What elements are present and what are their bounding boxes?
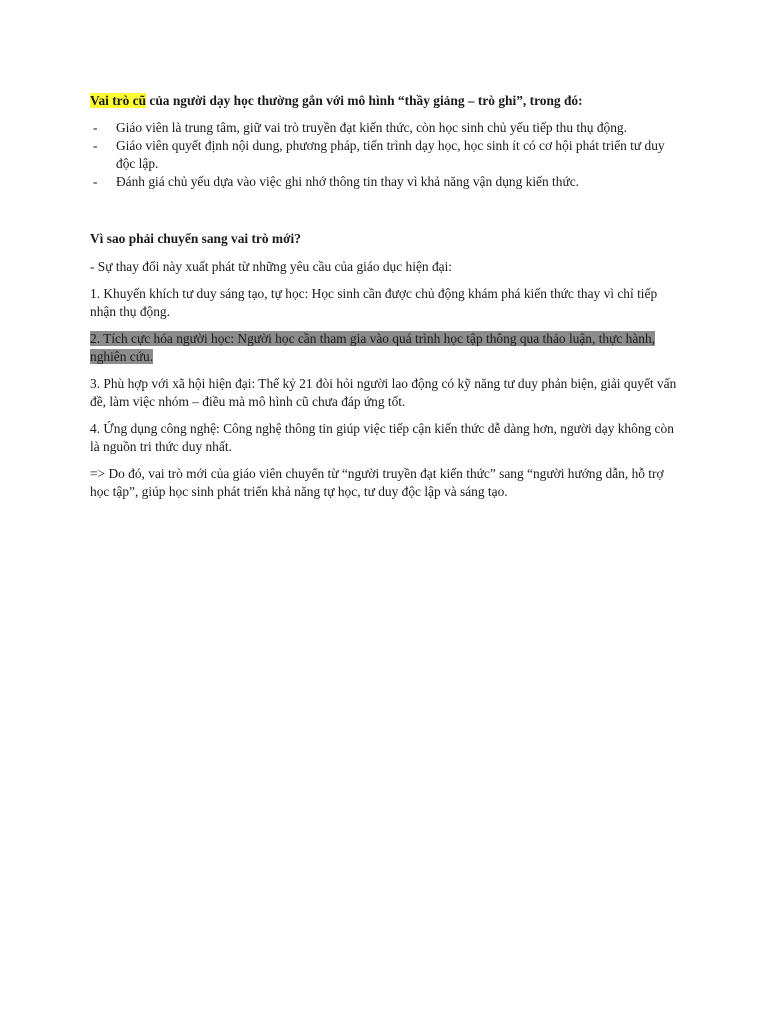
list-item-text: Đánh giá chủ yếu dựa vào việc ghi nhớ thông tin thay vì khả năng vận dụng kiến thức. (116, 174, 580, 189)
bullet-dash: - (93, 174, 98, 189)
point-paragraph: 3. Phù hợp với xã hội hiện đại: Thế kỷ 21 đòi hỏi người lao động có kỹ năng tư duy phản biện, giải quyết vấn đề, làm việc nhóm – điều mà mô hình cũ chưa đáp ứng tốt. (90, 376, 677, 409)
section2-intro: - Sự thay đổi này xuất phát từ những yêu cầu của giáo dục hiện đại: (90, 259, 453, 274)
document-body (90, 92, 680, 501)
point-paragraph-highlighted (90, 330, 680, 366)
gray-highlight: 2. Tích cực hóa người học: Người học cần tham gia vào quá trình học tập thông qua thảo luận, thực hành, nghiên cứu. (90, 331, 656, 364)
section1-heading (90, 92, 680, 110)
heading-highlight: Vai trò cũ (90, 93, 147, 108)
list-item-text: Giáo viên quyết định nội dung, phương pháp, tiến trình dạy học, học sinh ít có cơ hội phát triển tư duy độc lập. (116, 138, 665, 171)
heading-text: của người dạy học thường gắn với mô hình “thầy giảng – trò ghi”, trong đó: (146, 93, 583, 108)
section2 (90, 230, 680, 501)
list-item (90, 137, 680, 173)
section2-heading: Vì sao phải chuyển sang vai trò mới? (90, 231, 301, 246)
point-paragraph: 4. Ứng dụng công nghệ: Công nghệ thông tin giúp việc tiếp cận kiến thức dễ dàng hơn, người dạy không còn là nguồn tri thức duy nhất. (90, 421, 674, 454)
list-item (90, 119, 680, 137)
old-role-list (90, 119, 680, 191)
list-item-text: Giáo viên là trung tâm, giữ vai trò truyền đạt kiến thức, còn học sinh chủ yếu tiếp thu thụ động. (116, 120, 627, 135)
point-paragraph: 1. Khuyến khích tư duy sáng tạo, tự học: Học sinh cần được chủ động khám phá kiến thức thay vì chỉ tiếp nhận thụ động. (90, 286, 658, 319)
conclusion-paragraph: => Do đó, vai trò mới của giáo viên chuyển từ “người truyền đạt kiến thức” sang “người hướng dẫn, hỗ trợ học tập”, giúp học sinh phát triển khả năng tự học, tư duy độc lập và sáng tạo. (90, 466, 664, 499)
list-item (90, 173, 680, 191)
bullet-dash: - (93, 120, 98, 135)
bullet-dash: - (93, 138, 98, 153)
